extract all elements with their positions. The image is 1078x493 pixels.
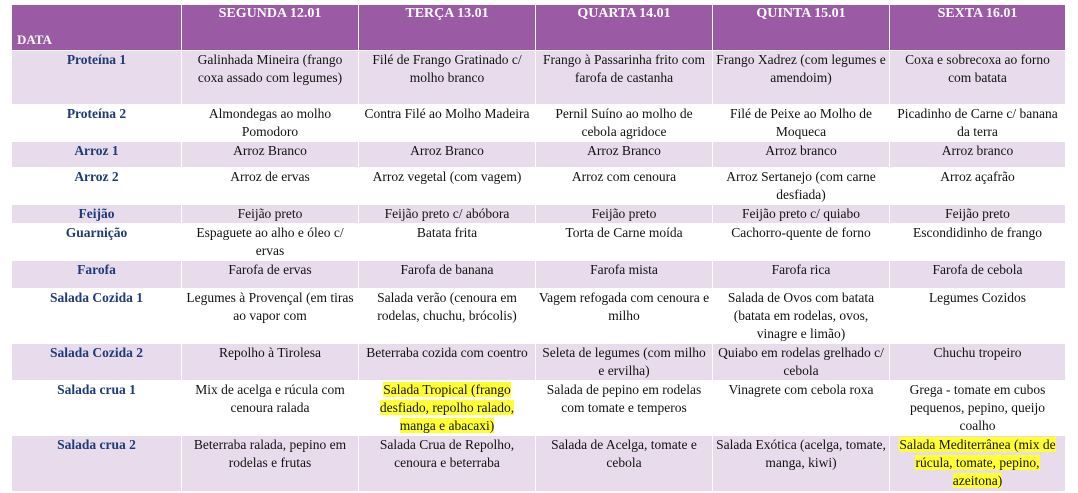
menu-cell: Salada Exótica (acelga, tomate, manga, kiwi) — [713, 436, 890, 492]
menu-cell: Feijão preto — [890, 205, 1066, 224]
table-row — [12, 205, 1066, 224]
menu-cell: Arroz branco — [890, 142, 1066, 168]
menu-cell: Frango Xadrez (com legumes e amendoim) — [713, 51, 890, 105]
menu-cell: Picadinho de Carne c/ banana da terra — [890, 105, 1066, 142]
table-row — [12, 142, 1066, 168]
menu-cell: Salada Crua de Repolho, cenoura e beterraba — [359, 436, 536, 492]
menu-cell: Pernil Suíno ao molho de cebola agridoce — [536, 105, 713, 142]
highlighted-text: Salada Mediterrânea (mix de rúcula, tomate, pepino, azeitona) — [899, 437, 1056, 488]
header-day-wednesday: QUARTA 14.01 — [536, 5, 713, 51]
menu-cell: Arroz de ervas — [182, 168, 359, 205]
menu-cell: Espaguete ao alho e óleo c/ ervas — [182, 224, 359, 261]
weekly-menu-table — [11, 4, 1066, 492]
menu-cell: Vagem refogada com cenoura e milho — [536, 289, 713, 344]
menu-cell: Salada verão (cenoura em rodelas, chuchu, brócolis) — [359, 289, 536, 344]
table-row — [12, 224, 1066, 261]
row-label: Salada Cozida 1 — [12, 289, 182, 344]
menu-cell: Legumes à Provençal (em tiras ao vapor com — [182, 289, 359, 344]
menu-cell: Legumes Cozidos — [890, 289, 1066, 344]
menu-cell-highlighted — [890, 436, 1066, 492]
header-row — [12, 5, 1066, 51]
menu-cell-highlighted — [359, 381, 536, 436]
menu-cell: Feijão preto c/ abóbora — [359, 205, 536, 224]
menu-cell: Farofa de banana — [359, 261, 536, 289]
menu-cell: Filé de Peixe ao Molho de Moqueca — [713, 105, 890, 142]
menu-cell: Almondegas ao molho Pomodoro — [182, 105, 359, 142]
row-label: Arroz 1 — [12, 142, 182, 168]
menu-cell: Feijão preto c/ quiabo — [713, 205, 890, 224]
menu-cell: Beterraba ralada, pepino em rodelas e frutas — [182, 436, 359, 492]
menu-cell: Contra Filé ao Molho Madeira — [359, 105, 536, 142]
table-row — [12, 344, 1066, 381]
row-label: Salada Cozida 2 — [12, 344, 182, 381]
menu-cell: Farofa de cebola — [890, 261, 1066, 289]
row-label: Salada crua 2 — [12, 436, 182, 492]
menu-cell: Escondidinho de frango — [890, 224, 1066, 261]
row-label: Proteína 2 — [12, 105, 182, 142]
menu-cell: Farofa de ervas — [182, 261, 359, 289]
row-label: Salada crua 1 — [12, 381, 182, 436]
table-row — [12, 168, 1066, 205]
menu-cell: Arroz Branco — [182, 142, 359, 168]
table-row — [12, 261, 1066, 289]
menu-cell: Salada de Ovos com batata (batata em rodelas, ovos, vinagre e limão) — [713, 289, 890, 344]
menu-cell: Salada de pepino em rodelas com tomate e temperos — [536, 381, 713, 436]
menu-cell: Grega - tomate em cubos pequenos, pepino, queijo coalho — [890, 381, 1066, 436]
header-day-thursday: QUINTA 15.01 — [713, 5, 890, 51]
menu-cell: Arroz Branco — [536, 142, 713, 168]
menu-cell: Vinagrete com cebola roxa — [713, 381, 890, 436]
header-day-friday: SEXTA 16.01 — [890, 5, 1066, 51]
row-label: Guarnição — [12, 224, 182, 261]
menu-cell: Arroz branco — [713, 142, 890, 168]
menu-cell: Mix de acelga e rúcula com cenoura ralada — [182, 381, 359, 436]
menu-cell: Filé de Frango Gratinado c/ molho branco — [359, 51, 536, 105]
menu-cell: Coxa e sobrecoxa ao forno com batata — [890, 51, 1066, 105]
menu-cell: Farofa rica — [713, 261, 890, 289]
menu-cell: Torta de Carne moída — [536, 224, 713, 261]
menu-cell: Seleta de legumes (com milho e ervilha) — [536, 344, 713, 381]
row-label: Proteína 1 — [12, 51, 182, 105]
menu-cell: Arroz açafrão — [890, 168, 1066, 205]
row-label: Farofa — [12, 261, 182, 289]
table-row — [12, 51, 1066, 105]
header-corner-date: DATA — [12, 5, 182, 51]
menu-cell: Feijão preto — [182, 205, 359, 224]
highlighted-text: Salada Tropical (frango desfiado, repolho ralado, manga e abacaxi) — [379, 382, 515, 433]
header-day-tuesday: TERÇA 13.01 — [359, 5, 536, 51]
menu-cell: Repolho à Tirolesa — [182, 344, 359, 381]
menu-cell: Arroz com cenoura — [536, 168, 713, 205]
menu-cell: Salada de Acelga, tomate e cebola — [536, 436, 713, 492]
table-row — [12, 289, 1066, 344]
row-label: Feijão — [12, 205, 182, 224]
menu-cell: Arroz Branco — [359, 142, 536, 168]
menu-cell: Beterraba cozida com coentro — [359, 344, 536, 381]
menu-cell: Arroz Sertanejo (com carne desfiada) — [713, 168, 890, 205]
table-row — [12, 381, 1066, 436]
menu-cell: Galinhada Mineira (frango coxa assado com legumes) — [182, 51, 359, 105]
menu-cell: Batata frita — [359, 224, 536, 261]
table-row — [12, 436, 1066, 492]
menu-cell: Farofa mista — [536, 261, 713, 289]
row-label: Arroz 2 — [12, 168, 182, 205]
menu-cell: Cachorro-quente de forno — [713, 224, 890, 261]
menu-cell: Chuchu tropeiro — [890, 344, 1066, 381]
menu-cell: Arroz vegetal (com vagem) — [359, 168, 536, 205]
table-row — [12, 105, 1066, 142]
header-day-monday: SEGUNDA 12.01 — [182, 5, 359, 51]
menu-cell: Feijão preto — [536, 205, 713, 224]
menu-cell: Frango à Passarinha frito com farofa de castanha — [536, 51, 713, 105]
menu-cell: Quiabo em rodelas grelhado c/ cebola — [713, 344, 890, 381]
